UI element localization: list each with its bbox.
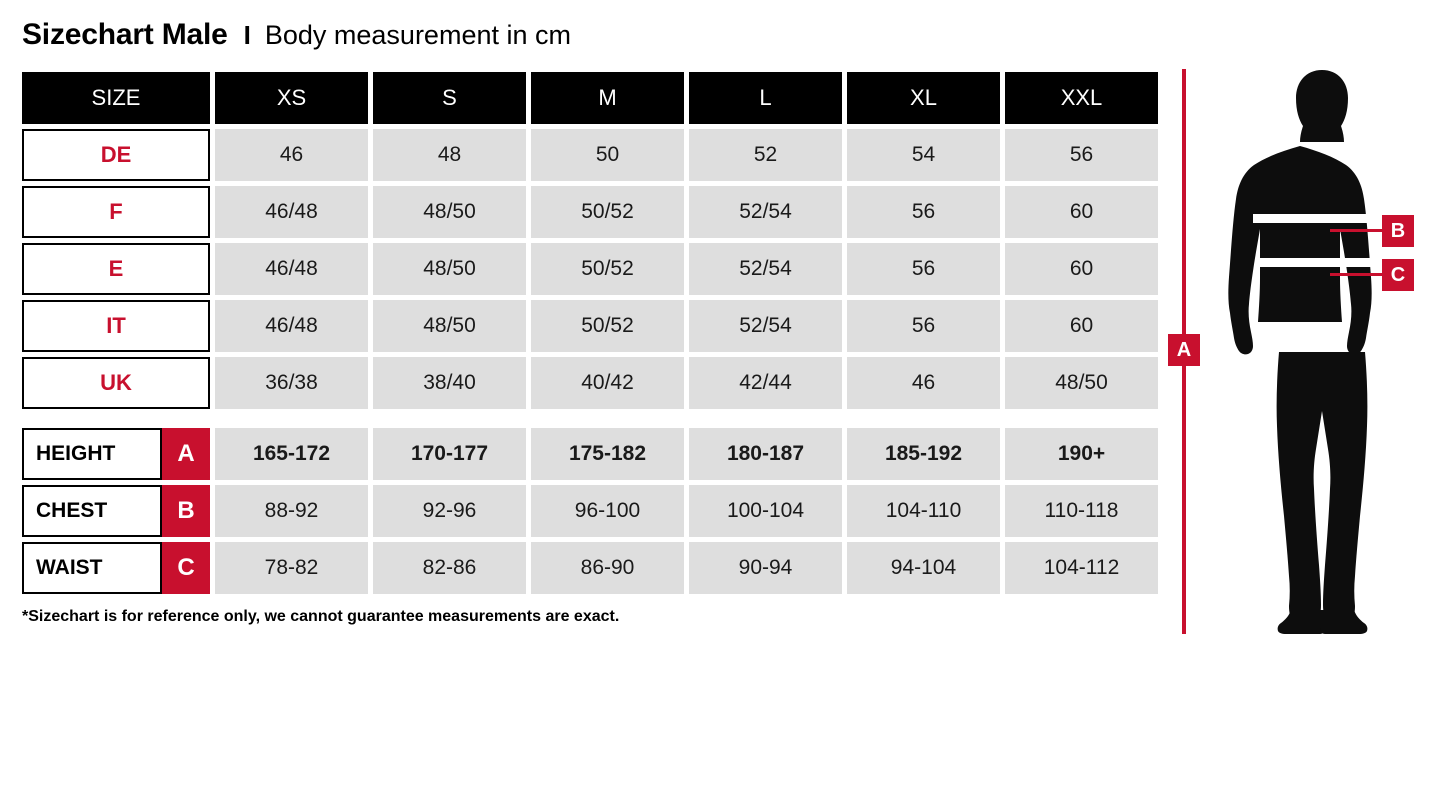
table-header-row — [22, 72, 1156, 124]
cell-waist-m: 86-90 — [531, 542, 684, 594]
cell-height-l: 180-187 — [689, 428, 842, 480]
cell-de-m: 50 — [531, 129, 684, 181]
cell-e-s: 48/50 — [373, 243, 526, 295]
cell-uk-s: 38/40 — [373, 357, 526, 409]
row-label-waist — [22, 542, 210, 594]
header-cell-m: M — [531, 72, 684, 124]
cell-waist-l: 90-94 — [689, 542, 842, 594]
cell-e-xxl: 60 — [1005, 243, 1158, 295]
male-silhouette-icon — [1205, 62, 1440, 642]
section-divider — [22, 414, 1156, 428]
cell-f-xs: 46/48 — [215, 186, 368, 238]
row-label-e: E — [22, 243, 210, 295]
cell-de-xxl: 56 — [1005, 129, 1158, 181]
row-badge-c: C — [162, 542, 210, 594]
cell-uk-xxl: 48/50 — [1005, 357, 1158, 409]
table-row — [22, 357, 1156, 409]
table-row — [22, 542, 1156, 594]
leader-line-b — [1330, 229, 1384, 232]
row-label-height-text: HEIGHT — [22, 428, 162, 480]
body-figure — [1160, 62, 1440, 642]
header-cell-size: SIZE — [22, 72, 210, 124]
leader-line-c — [1330, 273, 1384, 276]
row-badge-a: A — [162, 428, 210, 480]
row-label-waist-text: WAIST — [22, 542, 162, 594]
header-cell-xs: XS — [215, 72, 368, 124]
cell-it-xl: 56 — [847, 300, 1000, 352]
row-label-it: IT — [22, 300, 210, 352]
row-label-uk: UK — [22, 357, 210, 409]
cell-de-s: 48 — [373, 129, 526, 181]
header-cell-s: S — [373, 72, 526, 124]
cell-waist-s: 82-86 — [373, 542, 526, 594]
sizechart-table — [22, 72, 1156, 599]
cell-waist-xs: 78-82 — [215, 542, 368, 594]
cell-chest-s: 92-96 — [373, 485, 526, 537]
figure-badge-a: A — [1168, 334, 1200, 366]
cell-de-xl: 54 — [847, 129, 1000, 181]
cell-chest-m: 96-100 — [531, 485, 684, 537]
cell-waist-xl: 94-104 — [847, 542, 1000, 594]
cell-it-xxl: 60 — [1005, 300, 1158, 352]
row-label-chest — [22, 485, 210, 537]
table-row — [22, 428, 1156, 480]
cell-uk-l: 42/44 — [689, 357, 842, 409]
table-row — [22, 243, 1156, 295]
cell-uk-xs: 36/38 — [215, 357, 368, 409]
cell-height-xxl: 190+ — [1005, 428, 1158, 480]
cell-it-s: 48/50 — [373, 300, 526, 352]
table-row — [22, 300, 1156, 352]
title-subtitle: Body measurement in cm — [264, 20, 571, 50]
title-main: Sizechart Male — [22, 18, 228, 51]
cell-de-xs: 46 — [215, 129, 368, 181]
cell-chest-l: 100-104 — [689, 485, 842, 537]
cell-f-xxl: 60 — [1005, 186, 1158, 238]
row-label-height — [22, 428, 210, 480]
table-row — [22, 186, 1156, 238]
cell-waist-xxl: 104-112 — [1005, 542, 1158, 594]
cell-it-l: 52/54 — [689, 300, 842, 352]
cell-f-s: 48/50 — [373, 186, 526, 238]
header-cell-xxl: XXL — [1005, 72, 1158, 124]
cell-chest-xxl: 110-118 — [1005, 485, 1158, 537]
header-cell-l: L — [689, 72, 842, 124]
cell-it-m: 50/52 — [531, 300, 684, 352]
cell-height-m: 175-182 — [531, 428, 684, 480]
cell-f-l: 52/54 — [689, 186, 842, 238]
cell-f-xl: 56 — [847, 186, 1000, 238]
cell-height-xs: 165-172 — [215, 428, 368, 480]
header-cell-xl: XL — [847, 72, 1000, 124]
cell-e-xl: 56 — [847, 243, 1000, 295]
cell-it-xs: 46/48 — [215, 300, 368, 352]
cell-chest-xs: 88-92 — [215, 485, 368, 537]
cell-e-m: 50/52 — [531, 243, 684, 295]
cell-uk-m: 40/42 — [531, 357, 684, 409]
cell-f-m: 50/52 — [531, 186, 684, 238]
cell-de-l: 52 — [689, 129, 842, 181]
row-badge-b: B — [162, 485, 210, 537]
title-separator: I — [243, 20, 251, 50]
cell-chest-xl: 104-110 — [847, 485, 1000, 537]
footnote: *Sizechart is for reference only, we cannot guarantee measurements are exact. — [22, 608, 620, 625]
cell-height-xl: 185-192 — [847, 428, 1000, 480]
figure-badge-b: B — [1382, 215, 1414, 247]
cell-uk-xl: 46 — [847, 357, 1000, 409]
cell-e-xs: 46/48 — [215, 243, 368, 295]
figure-badge-c: C — [1382, 259, 1414, 291]
row-label-f: F — [22, 186, 210, 238]
cell-height-s: 170-177 — [373, 428, 526, 480]
table-row — [22, 485, 1156, 537]
table-row — [22, 129, 1156, 181]
page-title — [22, 18, 571, 52]
row-label-de: DE — [22, 129, 210, 181]
cell-e-l: 52/54 — [689, 243, 842, 295]
row-label-chest-text: CHEST — [22, 485, 162, 537]
